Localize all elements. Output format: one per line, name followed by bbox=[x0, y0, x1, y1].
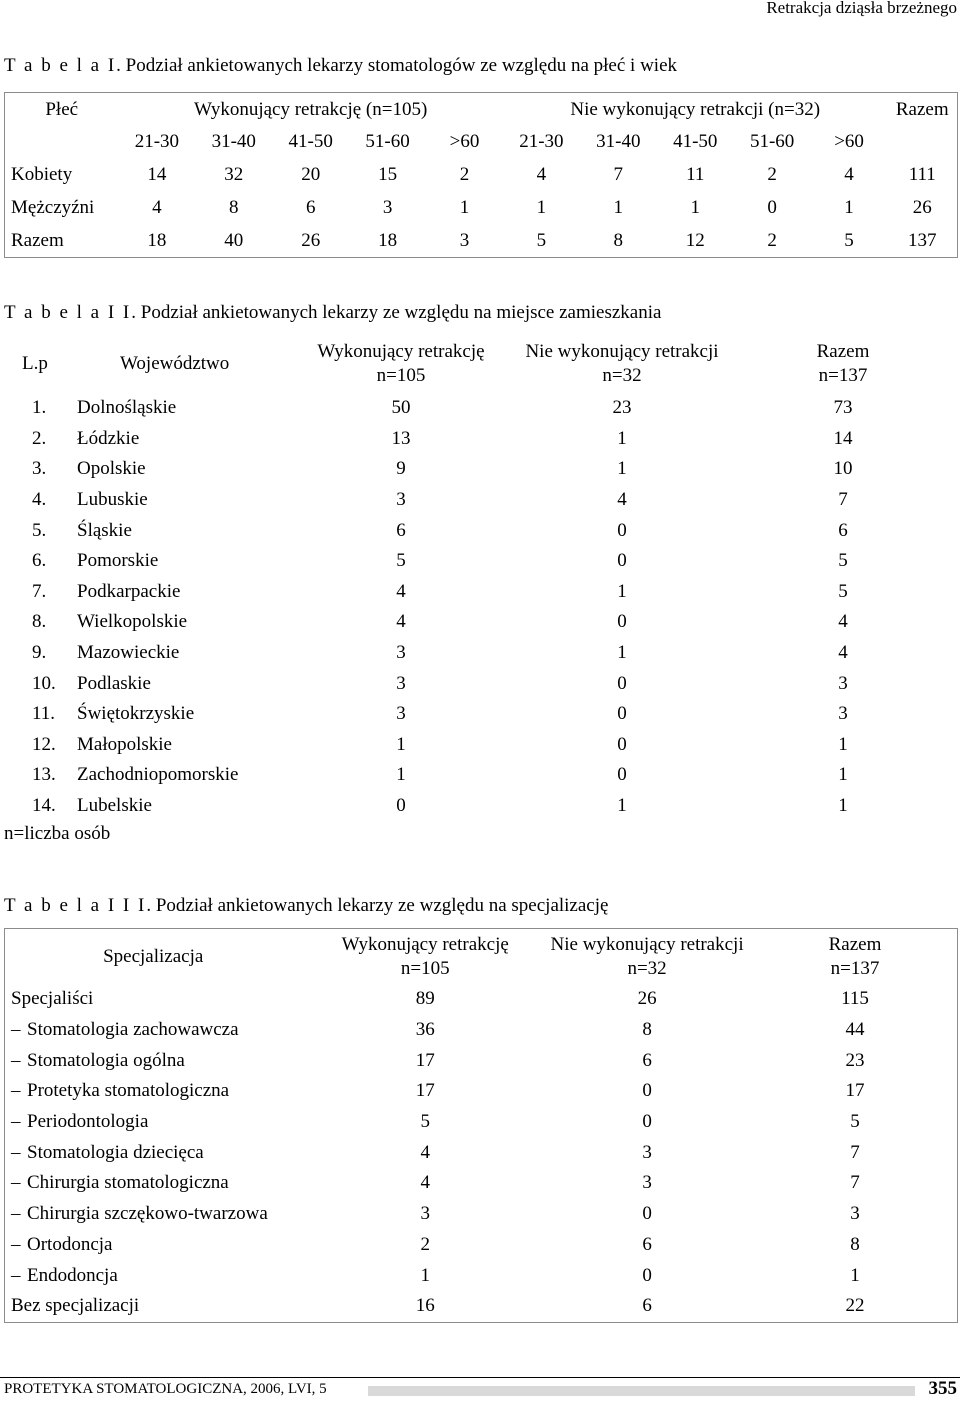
table2-row-number: 13. bbox=[32, 764, 56, 786]
table3-cell-a: 3 bbox=[420, 1203, 430, 1225]
table2-cell-a: 50 bbox=[391, 397, 411, 419]
table3-spec-name: Periodontologia bbox=[27, 1111, 149, 1133]
table2-row-number: 10. bbox=[32, 672, 56, 694]
table2-row bbox=[4, 577, 958, 608]
table2-row bbox=[4, 454, 958, 485]
table3-spec-name: Bez specjalizacji bbox=[11, 1295, 140, 1317]
table2-region-name: Podkarpackie bbox=[77, 580, 181, 602]
table3-cell-b: 6 bbox=[642, 1049, 652, 1071]
table3-row bbox=[5, 1199, 958, 1230]
table3-header-b-line1: Nie wykonujący retrakcji bbox=[550, 933, 744, 955]
table3-caption-text: . Podział ankietowanych lekarzy ze względu na specjalizację bbox=[146, 895, 609, 916]
table2-cell-a: 1 bbox=[396, 733, 406, 755]
table3-header-c-line2: n=137 bbox=[830, 957, 880, 979]
table1-row-label: Kobiety bbox=[11, 163, 73, 185]
table2-header-a bbox=[286, 335, 516, 393]
table2-cell-a: 4 bbox=[396, 580, 406, 602]
table1-cell: 1 bbox=[690, 196, 700, 218]
table2-cell-b: 1 bbox=[617, 427, 627, 449]
table3-row bbox=[5, 1291, 958, 1322]
table3-spec-name: Stomatologia dziecięca bbox=[27, 1141, 204, 1163]
table3-cell-b: 3 bbox=[642, 1141, 652, 1163]
table3-cell-a: 17 bbox=[415, 1049, 435, 1071]
table3-cell-total: 7 bbox=[850, 1172, 860, 1194]
table1-cell: 18 bbox=[378, 229, 398, 251]
table2-cell-a: 3 bbox=[396, 642, 406, 664]
table3-cell-total: 3 bbox=[850, 1203, 860, 1225]
table2-region-name: Opolskie bbox=[77, 458, 146, 480]
table3-cell-total: 17 bbox=[845, 1080, 865, 1102]
table2-cell-a: 6 bbox=[396, 519, 406, 541]
table2-region-name: Łódzkie bbox=[77, 427, 140, 449]
table2-row bbox=[4, 424, 958, 455]
table3-row bbox=[5, 1015, 958, 1046]
table3-cell-b: 0 bbox=[642, 1111, 652, 1133]
table2-region-name: Świętokrzyskie bbox=[77, 703, 195, 725]
table3-spec-cell bbox=[5, 984, 310, 1015]
table3-header-b-line2: n=32 bbox=[627, 957, 667, 979]
table3-row bbox=[5, 1137, 958, 1168]
table2-cell-total: 73 bbox=[833, 397, 853, 419]
table3-header-a-line1: Wykonujący retrakcję bbox=[341, 933, 509, 955]
table3-cell-b: 0 bbox=[642, 1264, 652, 1286]
table3-spec-cell bbox=[5, 1291, 310, 1322]
table1-cell: 2 bbox=[767, 229, 777, 251]
table3-cell-b: 8 bbox=[642, 1019, 652, 1041]
table1-cell: 3 bbox=[459, 229, 470, 251]
table2-row bbox=[4, 760, 958, 791]
table2-cell-b: 1 bbox=[617, 580, 627, 602]
table2-header-b-line2: n=32 bbox=[602, 365, 642, 386]
table3-dash: – bbox=[11, 1172, 21, 1194]
table2-header-region: Województwo bbox=[120, 353, 230, 374]
table3-cell-b: 26 bbox=[637, 988, 657, 1010]
table3-cell-b: 0 bbox=[642, 1080, 652, 1102]
table2-cell-b: 0 bbox=[617, 672, 627, 694]
table3-dash: – bbox=[11, 1203, 21, 1225]
table3-dash: – bbox=[11, 1049, 21, 1071]
table1-age-header: 51-60 bbox=[365, 131, 410, 152]
table1-cell: 5 bbox=[844, 229, 854, 251]
table1-row bbox=[5, 224, 958, 258]
table2-cell-total: 1 bbox=[838, 795, 848, 817]
table3-spec-name: Stomatologia ogólna bbox=[27, 1049, 185, 1071]
table3-spec-cell bbox=[5, 1015, 310, 1046]
table2-cell-a: 5 bbox=[396, 550, 406, 572]
table1-row-total: 26 bbox=[912, 196, 932, 218]
footer-rule bbox=[0, 1377, 960, 1378]
table2-region-name: Pomorskie bbox=[77, 550, 159, 572]
table2-cell-total: 3 bbox=[838, 703, 848, 725]
footer-bar bbox=[368, 1386, 915, 1396]
table1-row-label: Mężczyźni bbox=[11, 196, 95, 218]
table2-row bbox=[4, 515, 958, 546]
table3 bbox=[4, 928, 958, 1323]
table1-header-total: Razem bbox=[895, 98, 949, 120]
table3-cell-total: 23 bbox=[845, 1049, 865, 1071]
table1-cell: 1 bbox=[613, 196, 624, 218]
table2-row bbox=[4, 393, 958, 424]
table1-cell: 4 bbox=[844, 163, 854, 185]
running-head: Retrakcja dziąsła brzeżnego bbox=[766, 0, 957, 17]
table3-dash: – bbox=[11, 1080, 21, 1102]
table2-region-name: Małopolskie bbox=[77, 733, 172, 755]
table2-row-number: 11. bbox=[32, 703, 56, 725]
table2-row-number: 8. bbox=[32, 611, 47, 633]
table2-cell-b: 0 bbox=[617, 611, 627, 633]
table1-age-header: 31-40 bbox=[211, 131, 256, 152]
table3-cell-total: 1 bbox=[850, 1264, 860, 1286]
table2-cell-total: 4 bbox=[838, 611, 848, 633]
table1-age-header: >60 bbox=[449, 131, 480, 152]
table1-caption-text: . Podział ankietowanych lekarzy stomatologów ze względu na płeć i wiek bbox=[116, 55, 678, 76]
table1-age-header: 21-30 bbox=[519, 131, 564, 152]
table3-header-a-line2: n=105 bbox=[400, 957, 450, 979]
table3-spec-name: Protetyka stomatologiczna bbox=[27, 1080, 230, 1102]
table3-cell-a: 5 bbox=[420, 1111, 430, 1133]
table3-cell-total: 7 bbox=[850, 1141, 860, 1163]
table2-header-a-line2: n=105 bbox=[376, 365, 426, 386]
table1-age-header: 51-60 bbox=[749, 131, 795, 152]
table2-row bbox=[4, 699, 958, 730]
table1-row-total: 111 bbox=[908, 163, 936, 185]
table2-cell-a: 4 bbox=[396, 611, 406, 633]
table1-cell: 1 bbox=[459, 196, 470, 218]
table3-spec-cell bbox=[5, 1045, 310, 1076]
table3-cell-a: 89 bbox=[415, 988, 435, 1010]
table2-region-name: Śląskie bbox=[77, 519, 132, 541]
table3-cell-total: 22 bbox=[845, 1295, 865, 1317]
table3-row bbox=[5, 1230, 958, 1261]
table1-age-header: 21-30 bbox=[134, 131, 180, 152]
table2-cell-b: 1 bbox=[617, 642, 627, 664]
table2-row bbox=[4, 668, 958, 699]
table2-row bbox=[4, 485, 958, 516]
table3-caption bbox=[4, 895, 608, 917]
table2-row-number: 3. bbox=[32, 458, 47, 480]
table1-header-group-a: Wykonujący retrakcję (n=105) bbox=[194, 98, 428, 120]
table3-row bbox=[5, 1045, 958, 1076]
table2-row bbox=[4, 730, 958, 761]
table2-cell-b: 1 bbox=[617, 795, 627, 817]
table1-cell: 1 bbox=[536, 196, 547, 218]
table2-region-name: Podlaskie bbox=[77, 672, 151, 694]
table2-cell-total: 1 bbox=[838, 733, 848, 755]
table3-row bbox=[5, 1260, 958, 1291]
table2-header-b-line1: Nie wykonujący retrakcji bbox=[525, 341, 719, 362]
table3-dash: – bbox=[11, 1111, 21, 1133]
table1-age-blank-total bbox=[887, 126, 957, 158]
table2-cell-total: 14 bbox=[833, 427, 853, 449]
table2-header-c-line2: n=137 bbox=[818, 365, 868, 386]
table2-row-number: 5. bbox=[32, 519, 47, 541]
table3-caption-label: T a b e l a I I I bbox=[4, 895, 147, 916]
table2-cell-total: 10 bbox=[833, 458, 853, 480]
table1-caption-label: T a b e l a I bbox=[4, 55, 117, 76]
page-number: 355 bbox=[928, 1378, 957, 1399]
table1-cell: 6 bbox=[305, 196, 316, 218]
table1-cell: 4 bbox=[152, 196, 162, 218]
table1-cell: 12 bbox=[685, 229, 705, 251]
table2-region-name: Lubuskie bbox=[77, 489, 148, 511]
table1 bbox=[4, 92, 958, 258]
table1-cell: 2 bbox=[767, 163, 777, 185]
table2 bbox=[4, 335, 958, 821]
table1-cell: 40 bbox=[224, 229, 244, 251]
table3-dash: – bbox=[11, 1264, 21, 1286]
table2-cell-total: 5 bbox=[838, 550, 848, 572]
table1-cell: 20 bbox=[301, 163, 321, 185]
table3-spec-cell bbox=[5, 1168, 310, 1199]
table2-row bbox=[4, 791, 958, 822]
table2-caption bbox=[4, 302, 661, 324]
table1-header-sex: Płeć bbox=[45, 98, 79, 120]
table3-row bbox=[5, 1107, 958, 1138]
table2-cell-a: 3 bbox=[396, 672, 406, 694]
table2-cell-b: 4 bbox=[617, 489, 627, 511]
table3-cell-b: 0 bbox=[642, 1203, 652, 1225]
table2-row-number: 12. bbox=[32, 733, 56, 755]
table2-caption-text: . Podział ankietowanych lekarzy ze względu na miejsce zamieszkania bbox=[131, 302, 662, 323]
table2-caption-label: T a b e l a I I bbox=[4, 302, 132, 323]
table3-spec-name: Specjaliści bbox=[11, 988, 94, 1010]
table3-dash: – bbox=[11, 1233, 21, 1255]
table2-cell-a: 1 bbox=[396, 764, 406, 786]
table2-header-lp: L.p bbox=[22, 353, 48, 374]
table2-cell-b: 0 bbox=[617, 519, 627, 541]
table1-cell: 8 bbox=[613, 229, 624, 251]
table2-cell-a: 3 bbox=[396, 703, 406, 725]
table1-cell: 15 bbox=[378, 163, 398, 185]
table2-cell-b: 0 bbox=[617, 550, 627, 572]
table1-cell: 18 bbox=[147, 229, 167, 251]
table3-dash: – bbox=[11, 1019, 21, 1041]
table3-cell-total: 115 bbox=[841, 988, 869, 1010]
table2-row bbox=[4, 546, 958, 577]
table1-row-label: Razem bbox=[11, 229, 64, 251]
table1-cell: 11 bbox=[686, 163, 705, 185]
table3-spec-cell bbox=[5, 1076, 310, 1107]
table3-cell-a: 4 bbox=[420, 1172, 430, 1194]
table1-cell: 14 bbox=[147, 163, 167, 185]
table3-spec-cell bbox=[5, 1107, 310, 1138]
table2-row-number: 4. bbox=[32, 489, 47, 511]
table3-spec-name: Stomatologia zachowawcza bbox=[27, 1019, 239, 1041]
table3-cell-total: 5 bbox=[850, 1111, 860, 1133]
table3-header-row bbox=[5, 929, 958, 985]
table1-age-header: >60 bbox=[834, 131, 864, 152]
table1-cell: 5 bbox=[536, 229, 547, 251]
table3-cell-a: 1 bbox=[420, 1264, 430, 1286]
table3-cell-b: 3 bbox=[642, 1172, 652, 1194]
table1-cell: 32 bbox=[224, 163, 244, 185]
table1-cell: 3 bbox=[382, 196, 393, 218]
table2-cell-a: 3 bbox=[396, 489, 406, 511]
table3-cell-total: 44 bbox=[845, 1019, 865, 1041]
table2-region-name: Zachodniopomorskie bbox=[77, 764, 239, 786]
table3-header-c bbox=[753, 929, 957, 985]
page-footer bbox=[0, 1378, 960, 1401]
table3-cell-b: 6 bbox=[642, 1295, 652, 1317]
table3-cell-total: 8 bbox=[850, 1233, 860, 1255]
table3-spec-name: Endodoncja bbox=[27, 1264, 118, 1286]
table2-cell-total: 6 bbox=[838, 519, 848, 541]
table2-region-name: Mazowieckie bbox=[77, 642, 180, 664]
table3-header-c-line1: Razem bbox=[828, 933, 882, 955]
table3-spec-cell bbox=[5, 1230, 310, 1261]
table3-cell-a: 4 bbox=[420, 1141, 430, 1163]
table2-header-row bbox=[4, 335, 958, 393]
journal-name: PROTETYKA STOMATOLOGICZNA, 2006, LVI, 5 bbox=[4, 1381, 327, 1397]
table1-row bbox=[5, 191, 958, 224]
table2-region-name: Dolnośląskie bbox=[77, 397, 177, 419]
table3-row bbox=[5, 1168, 958, 1199]
table3-cell-a: 17 bbox=[415, 1080, 435, 1102]
table3-spec-cell bbox=[5, 1137, 310, 1168]
table2-cell-b: 0 bbox=[617, 733, 627, 755]
table1-age-header: 41-50 bbox=[288, 131, 333, 152]
table1-age-header: 41-50 bbox=[673, 131, 718, 152]
table3-spec-cell bbox=[5, 1260, 310, 1291]
table1-cell: 0 bbox=[767, 196, 777, 218]
table3-spec-cell bbox=[5, 1199, 310, 1230]
table3-header-b bbox=[541, 929, 753, 985]
table2-row-number: 2. bbox=[32, 427, 47, 449]
table1-cell: 26 bbox=[301, 229, 321, 251]
table2-cell-b: 1 bbox=[617, 458, 627, 480]
table2-row-number: 9. bbox=[32, 642, 47, 664]
table2-region-name: Lubelskie bbox=[77, 795, 152, 817]
table2-row-number: 14. bbox=[32, 795, 56, 817]
table2-header-c-line1: Razem bbox=[816, 341, 870, 362]
table2-cell-a: 0 bbox=[396, 795, 406, 817]
table3-cell-a: 36 bbox=[415, 1019, 435, 1041]
table1-row bbox=[5, 158, 958, 191]
table1-age-row bbox=[5, 126, 958, 158]
table2-cell-total: 1 bbox=[838, 764, 848, 786]
table3-cell-a: 16 bbox=[415, 1295, 435, 1317]
table1-cell: 1 bbox=[844, 196, 854, 218]
table1-cell: 7 bbox=[613, 163, 624, 185]
table1-cell: 4 bbox=[536, 163, 547, 185]
table1-age-header: 31-40 bbox=[596, 131, 641, 152]
table2-note: n=liczba osób bbox=[4, 823, 111, 844]
table3-spec-name: Ortodoncja bbox=[27, 1233, 113, 1255]
table2-cell-b: 0 bbox=[617, 703, 627, 725]
table2-row-number: 6. bbox=[32, 550, 47, 572]
table2-row-number: 7. bbox=[32, 580, 47, 602]
table2-row bbox=[4, 607, 958, 638]
table3-header-a bbox=[309, 929, 541, 985]
table2-cell-total: 4 bbox=[838, 642, 848, 664]
table2-cell-total: 3 bbox=[838, 672, 848, 694]
table2-row-number: 1. bbox=[32, 397, 47, 419]
table1-cell: 8 bbox=[229, 196, 239, 218]
table2-region-name: Wielkopolskie bbox=[77, 611, 188, 633]
table3-spec-name: Chirurgia szczękowo-twarzowa bbox=[27, 1203, 268, 1225]
table2-header-b bbox=[516, 335, 728, 393]
table3-spec-name: Chirurgia stomatologiczna bbox=[27, 1172, 229, 1194]
table1-row-total: 137 bbox=[907, 229, 937, 251]
table2-header-a-line1: Wykonujący retrakcję bbox=[317, 341, 485, 362]
table2-cell-total: 5 bbox=[838, 580, 848, 602]
table1-age-blank bbox=[5, 126, 119, 158]
table1-header-row bbox=[5, 93, 958, 127]
table2-cell-total: 7 bbox=[838, 489, 848, 511]
table1-header-group-b: Nie wykonujący retrakcji (n=32) bbox=[570, 98, 821, 120]
table1-cell: 2 bbox=[459, 163, 470, 185]
table2-row bbox=[4, 638, 958, 669]
table3-row bbox=[5, 1076, 958, 1107]
table2-cell-a: 13 bbox=[391, 427, 411, 449]
table1-caption bbox=[4, 55, 677, 77]
table2-cell-b: 0 bbox=[617, 764, 627, 786]
table3-dash: – bbox=[11, 1141, 21, 1163]
table2-header-c bbox=[728, 335, 958, 393]
table3-cell-b: 6 bbox=[642, 1233, 652, 1255]
table2-cell-b: 23 bbox=[612, 397, 632, 419]
table3-header-spec: Specjalizacja bbox=[103, 945, 204, 967]
table2-cell-a: 9 bbox=[396, 458, 406, 480]
table3-row bbox=[5, 984, 958, 1015]
table3-cell-a: 2 bbox=[420, 1233, 430, 1255]
